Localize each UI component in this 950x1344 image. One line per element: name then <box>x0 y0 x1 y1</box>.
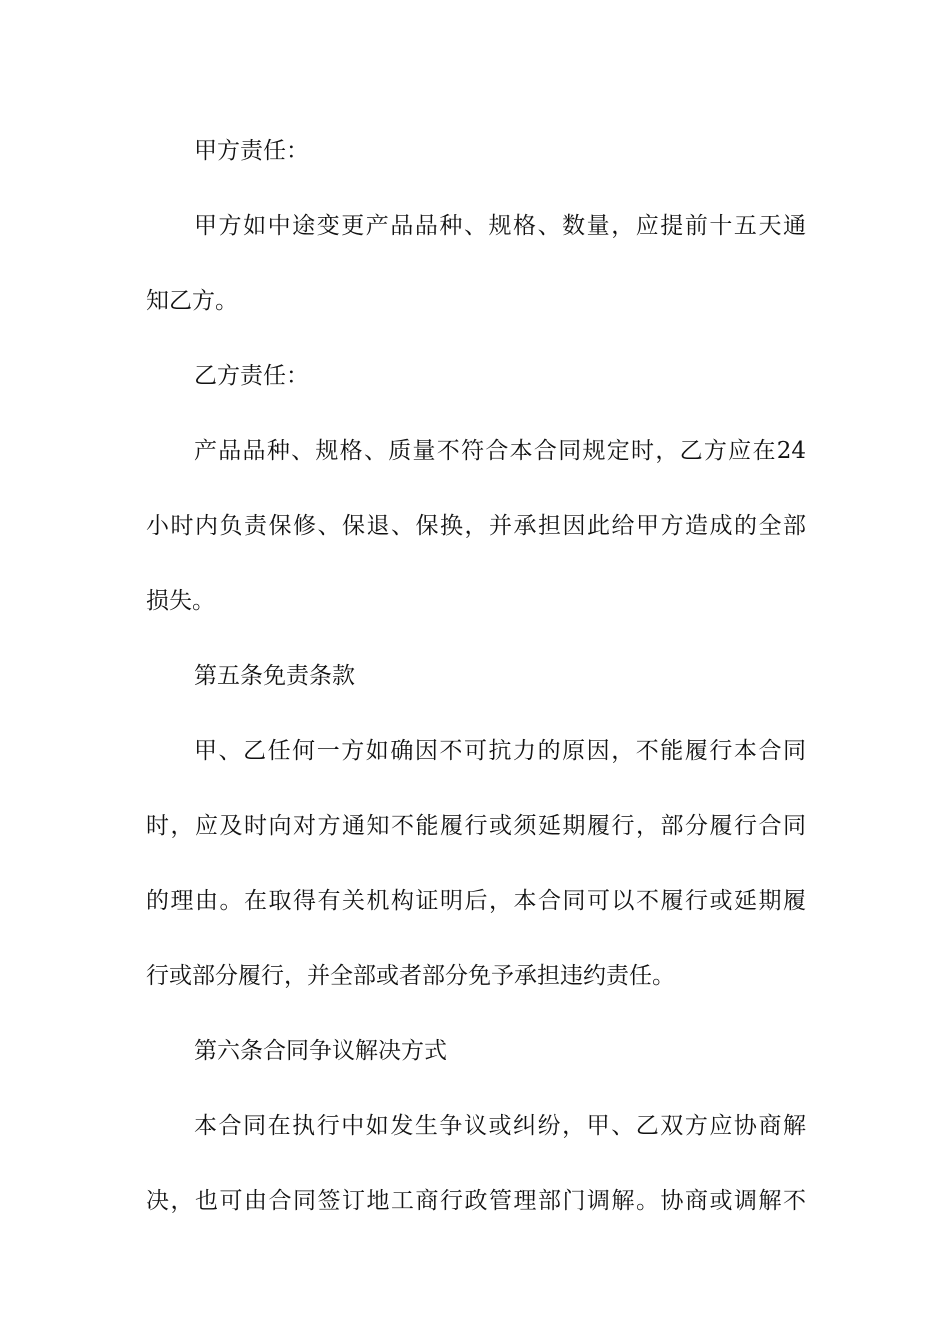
paragraph-line: 知乙方。 <box>146 288 238 314</box>
paragraph-line: 甲方如中途变更产品品种、规格、数量，应提前十五天通 <box>194 213 806 239</box>
paragraph-line: 损失。 <box>146 588 215 614</box>
paragraph-line: 时，应及时向对方通知不能履行或须延期履行，部分履行合同 <box>146 813 806 839</box>
paragraph-line: 甲、乙任何一方如确因不可抗力的原因，不能履行本合同 <box>194 738 806 764</box>
paragraph-line: 决，也可由合同签订地工商行政管理部门调解。协商或调解不 <box>146 1188 806 1214</box>
paragraph-line: 的理由。在取得有关机构证明后，本合同可以不履行或延期履 <box>146 888 806 914</box>
heading-party-a-responsibility: 甲方责任： <box>194 138 309 164</box>
paragraph-line: 小时内负责保修、保退、保换，并承担因此给甲方造成的全部 <box>146 513 806 539</box>
paragraph-line: 本合同在执行中如发生争议或纠纷，甲、乙双方应协商解 <box>194 1113 806 1139</box>
article-6-heading: 第六条合同争议解决方式 <box>194 1038 447 1064</box>
paragraph-line: 产品品种、规格、质量不符合本合同规定时，乙方应在24 <box>194 438 806 464</box>
article-5-heading: 第五条免责条款 <box>194 663 355 689</box>
paragraph-line: 行或部分履行，并全部或者部分免予承担违约责任。 <box>146 963 675 989</box>
heading-party-b-responsibility: 乙方责任： <box>194 363 309 389</box>
